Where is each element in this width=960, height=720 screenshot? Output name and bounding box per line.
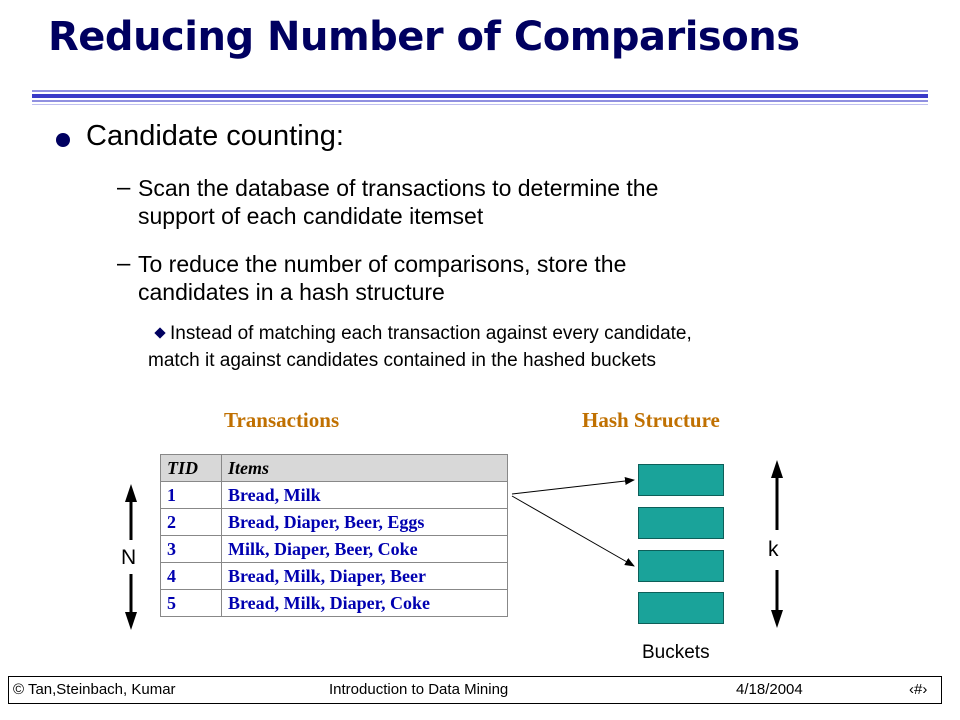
hash-bucket [638,550,724,582]
row-tid: 2 [161,509,222,536]
row-items: Bread, Diaper, Beer, Eggs [222,509,508,536]
footer-page-number: ‹#› [909,681,928,698]
row-items: Milk, Diaper, Beer, Coke [222,536,508,563]
row-items: Bread, Milk, Diaper, Beer [222,563,508,590]
slide-footer [8,676,942,704]
footer-date: 4/18/2004 [736,681,803,698]
sub-sub-line2: match it against candidates contained in the hashed buckets [148,350,657,371]
k-label: k [768,538,779,561]
sub-item-1-line2: support of each candidate itemset [138,203,484,229]
arrow-to-bucket-3 [512,496,634,566]
sub-item-dash: – [117,250,131,277]
sub-item-1-line1: Scan the database of transactions to determine the [138,175,659,201]
sub-sub-line1: Instead of matching each transaction against every candidate, [170,323,692,344]
row-tid: 5 [161,590,222,617]
row-tid: 1 [161,482,222,509]
footer-course: Introduction to Data Mining [329,681,509,698]
hash-structure-title: Hash Structure [582,408,720,432]
sub-item-2-line2: candidates in a hash structure [138,279,445,305]
row-items: Bread, Milk, Diaper, Coke [222,590,508,617]
row-tid: 4 [161,563,222,590]
header-items: Items [222,455,508,482]
hash-bucket [638,507,724,539]
row-items: Bread, Milk [222,482,508,509]
footer-authors: © Tan,Steinbach, Kumar [13,681,176,698]
bullet-text: Candidate counting: [86,120,344,152]
arrow-to-bucket-1 [512,480,634,494]
buckets-label: Buckets [642,642,710,663]
row-tid: 3 [161,536,222,563]
slide-title: Reducing Number of Comparisons [48,14,800,60]
header-tid: TID [161,455,222,482]
hash-bucket [638,592,724,624]
sub-item-2-line1: To reduce the number of comparisons, store the [138,251,627,277]
n-label: N [121,546,137,569]
hash-bucket [638,464,724,496]
sub-item-dash: – [117,174,131,201]
transactions-title: Transactions [224,408,340,432]
